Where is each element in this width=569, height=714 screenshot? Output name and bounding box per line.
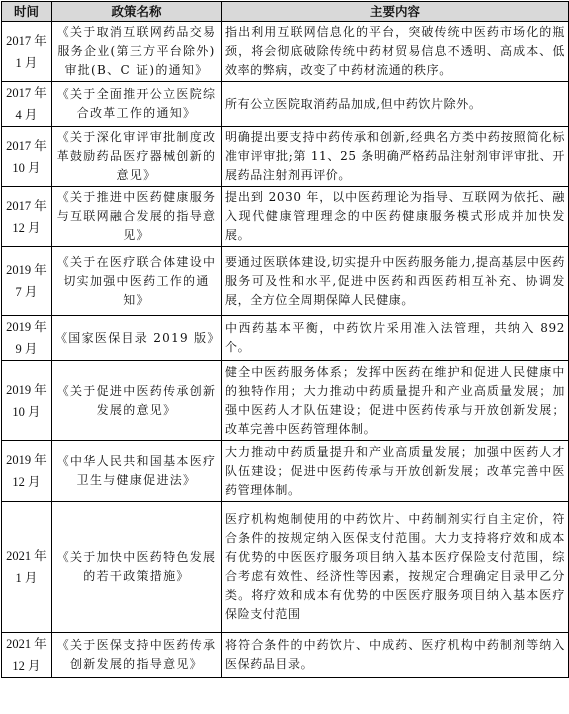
table-row [2,22,569,82]
time-cell: 2017 年 1 月 [2,22,52,82]
policy-name-cell: 《中华人民共和国基本医疗卫生与健康促进法》 [52,441,222,502]
policy-name-cell: 《关于医保支持中医药传承创新发展的指导意见》 [52,633,222,678]
content-cell: 明确提出要支持中药传承和创新,经典名方类中药按照简化标准审评审批;第 11、25 条明确严格药品注射剂审评审批、开展药品注射剂再评价。 [222,127,569,187]
content-cell: 中西药基本平衡，中药饮片采用准入法管理，共纳入 892个。 [222,316,569,361]
policy-name-cell: 《关于促进中医药传承创新发展的意见》 [52,361,222,441]
time-cell: 2021 年 12 月 [2,633,52,678]
time-cell: 2017 年 12 月 [2,187,52,247]
table-row [2,316,569,361]
policy-name-cell: 《关于深化审评审批制度改革鼓励药品医疗器械创新的意见》 [52,127,222,187]
time-cell: 2019 年 10 月 [2,361,52,441]
policy-name-cell: 《关于全面推开公立医院综合改革工作的通知》 [52,82,222,127]
time-cell: 2021 年 1 月 [2,502,52,633]
table-row [2,247,569,316]
time-cell: 2017 年 10 月 [2,127,52,187]
policy-name-cell: 《关于取消互联网药品交易服务企业(第三方平台除外)审批(B、C 证)的通知》 [52,22,222,82]
policy-name-cell: 《国家医保目录 2019 版》 [52,316,222,361]
content-cell: 提出到 2030 年，以中医药理论为指导、互联网为依托、融入现代健康管理理念的中医药健康服务模式形成并加快发展。 [222,187,569,247]
time-cell: 2017 年 4 月 [2,82,52,127]
header-policy-name: 政策名称 [52,2,222,22]
header-row [2,2,569,22]
table-row [2,187,569,247]
content-cell: 医疗机构炮制使用的中药饮片、中药制剂实行自主定价，符合条件的按规定纳入医保支付范围。大力支持将疗效和成本有优势的中医医疗服务项目纳入基本医疗保险支付范围，综合考虑有效性、经济性等因素，按规定合理确定目录甲乙分类。将疗效和成本有优势的中医医疗服务项目纳入基本医疗保险支付范围 [222,502,569,633]
policy-table [1,1,569,678]
table-row [2,127,569,187]
table-row [2,633,569,678]
table-row [2,441,569,502]
policy-name-cell: 《关于在医疗联合体建设中切实加强中医药工作的通知》 [52,247,222,316]
content-cell: 指出利用互联网信息化的平台，突破传统中医药市场化的瓶颈，将会彻底破除传统中药材贸易信息不透明、高成本、低效率的弊病，改变了中药材流通的秩序。 [222,22,569,82]
table-row [2,82,569,127]
table-row [2,502,569,633]
time-cell: 2019 年 9 月 [2,316,52,361]
content-cell: 要通过医联体建设,切实提升中医药服务能力,提高基层中医药服务可及性和水平,促进中医药和西医药相互补充、协调发展，全方位全周期保障人民健康。 [222,247,569,316]
content-cell: 大力推动中药质量提升和产业高质量发展；加强中医药人才队伍建设；促进中医药传承与开放创新发展；改革完善中医药管理体制。 [222,441,569,502]
content-cell: 将符合条件的中药饮片、中成药、医疗机构中药制剂等纳入医保药品目录。 [222,633,569,678]
policy-name-cell: 《关于加快中医药特色发展的若干政策措施》 [52,502,222,633]
time-cell: 2019 年 12 月 [2,441,52,502]
policy-name-cell: 《关于推进中医药健康服务与互联网融合发展的指导意见》 [52,187,222,247]
content-cell: 健全中医药服务体系；发挥中医药在维护和促进人民健康中的独特作用；大力推动中药质量提升和产业高质量发展；加强中医药人才队伍建设；促进中医药传承与开放创新发展；改革完善中医药管理体制。 [222,361,569,441]
time-cell: 2019 年 7 月 [2,247,52,316]
table-row [2,361,569,441]
content-cell: 所有公立医院取消药品加成,但中药饮片除外。 [222,82,569,127]
header-time: 时间 [2,2,52,22]
header-main-content: 主要内容 [222,2,569,22]
